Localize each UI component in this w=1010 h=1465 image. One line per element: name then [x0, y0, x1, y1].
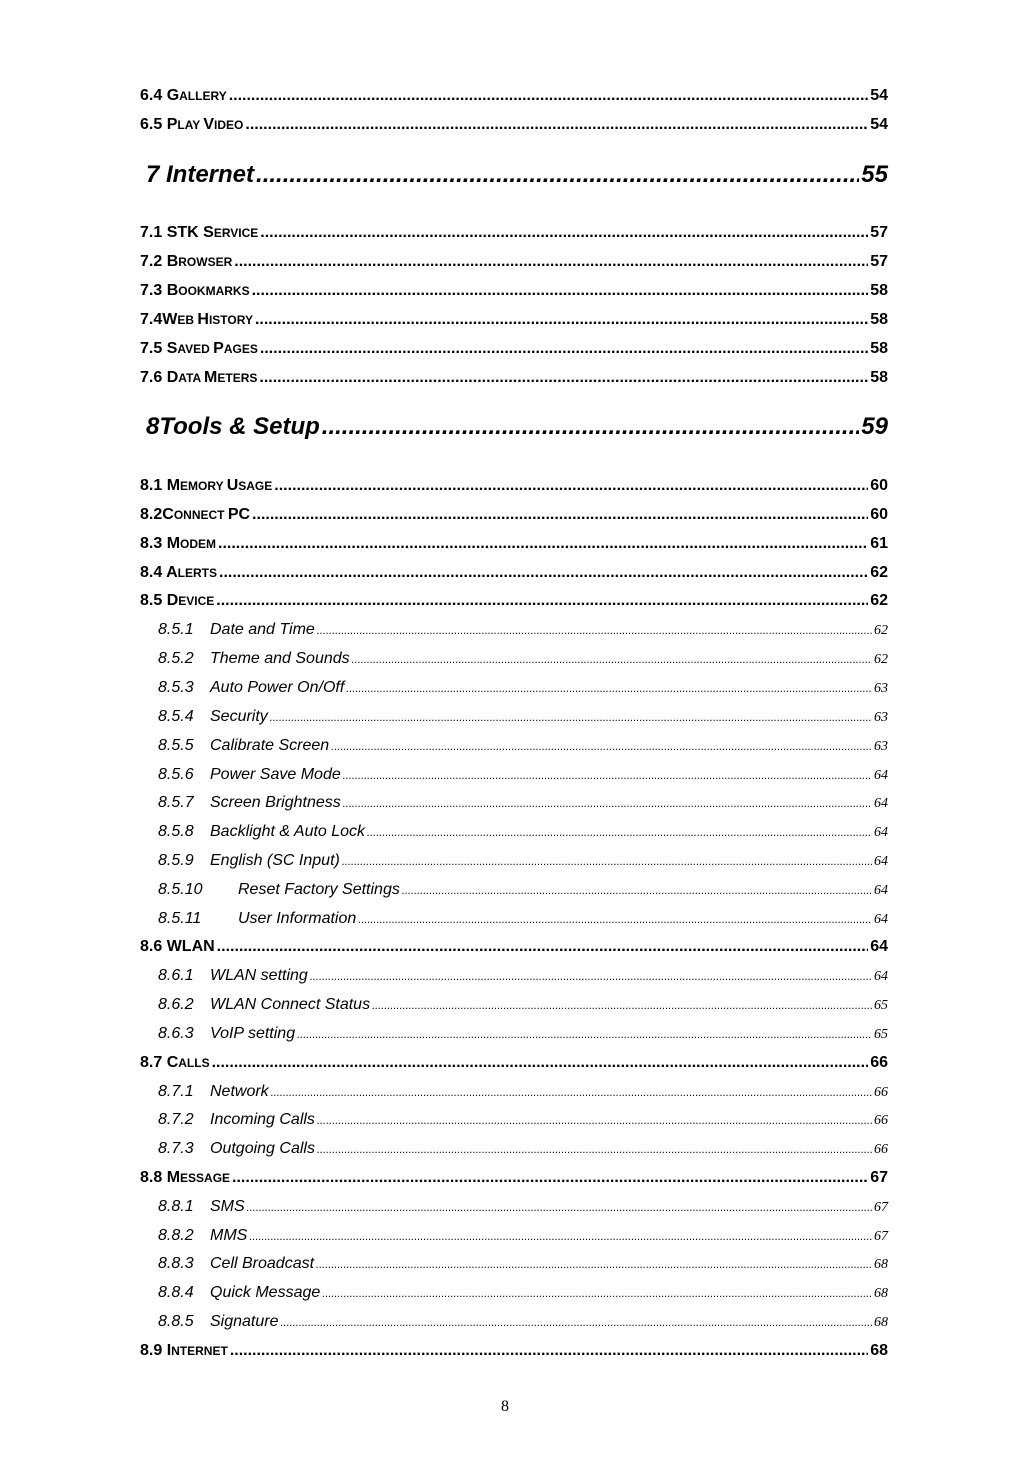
- toc-subsection-entry[interactable]: [158, 1140, 888, 1162]
- dot-leader: [255, 311, 868, 329]
- toc-page-number: 62: [874, 652, 888, 667]
- dot-leader: [367, 827, 872, 839]
- toc-title-smallcaps: OOKMARKS: [178, 284, 250, 298]
- toc-page-number: 63: [874, 710, 888, 725]
- toc-page-number: 59: [861, 413, 888, 440]
- toc-title-smallcaps: AGES: [223, 342, 258, 356]
- toc-page-number: 58: [870, 282, 888, 299]
- toc-title-smallcaps: ODEM: [180, 537, 217, 551]
- dot-leader: [352, 654, 872, 666]
- toc-title-smallcaps: ERVICE: [213, 226, 259, 240]
- toc-entry-number: 6.5: [140, 116, 167, 133]
- toc-entry-title: English (SC Input): [210, 852, 340, 869]
- toc-subsection-entry[interactable]: [158, 1198, 888, 1220]
- toc-entry-number: 8.5.5: [158, 737, 194, 754]
- toc-subsection-entry[interactable]: [158, 910, 888, 932]
- toc-title-cap: C: [162, 506, 174, 523]
- toc-section-entry[interactable]: [140, 1342, 888, 1364]
- toc-entry-title: Backlight & Auto Lock: [210, 823, 366, 840]
- toc-page-number: 67: [874, 1200, 888, 1215]
- toc-entry-number: 7.6: [140, 369, 167, 386]
- toc-entry-title: [140, 1342, 228, 1360]
- toc-entry-title: Outgoing Calls: [210, 1140, 315, 1157]
- dot-leader: [343, 798, 872, 810]
- toc-subsection-entry[interactable]: [158, 967, 888, 989]
- toc-entry-number: 8.6 WLAN: [140, 938, 215, 955]
- dot-leader: [219, 564, 868, 582]
- toc-title-cap: V: [203, 116, 215, 133]
- dot-leader: [331, 741, 872, 753]
- toc-subsection-entry[interactable]: [158, 708, 888, 730]
- toc-section-entry[interactable]: [140, 506, 888, 528]
- toc-page-number: 64: [874, 854, 888, 869]
- toc-entry-number: 8.2: [140, 506, 163, 523]
- dot-leader: [260, 224, 868, 242]
- toc-page-number: 62: [870, 564, 888, 581]
- toc-entry-title: [140, 87, 227, 105]
- toc-entry-number: 8.8.2: [158, 1227, 194, 1244]
- toc-page-number: 60: [870, 477, 888, 494]
- toc-entry-number: 7.5: [140, 340, 167, 357]
- toc-section-entry[interactable]: [140, 224, 888, 246]
- toc-entry-number: 8.6.2: [158, 996, 194, 1013]
- dot-leader: [249, 1231, 872, 1243]
- toc-section-entry[interactable]: [140, 116, 888, 138]
- toc-subsection-entry[interactable]: [158, 679, 888, 701]
- toc-title-smallcaps: ALLERY: [179, 89, 227, 103]
- toc-entry-title: Incoming Calls: [210, 1111, 315, 1128]
- toc-page-number: 68: [874, 1286, 888, 1301]
- toc-section-entry[interactable]: [140, 340, 888, 362]
- dot-leader: [317, 625, 872, 637]
- toc-page-number: 67: [874, 1229, 888, 1244]
- toc-entry-title: [140, 369, 257, 387]
- toc-page-number: 62: [874, 623, 888, 638]
- toc-chapter-entry[interactable]: [146, 161, 888, 193]
- toc-page-number: 62: [870, 592, 888, 609]
- toc-entry-title: [140, 253, 232, 271]
- toc-title-smallcaps: AVED: [177, 342, 214, 356]
- dot-leader: [234, 253, 868, 271]
- toc-entry-title: SMS: [210, 1198, 245, 1215]
- dot-leader: [281, 1317, 873, 1329]
- toc-entry-number: 8.4: [140, 564, 167, 581]
- toc-title-smallcaps: ESSAGE: [180, 1171, 231, 1185]
- toc-subsection-entry[interactable]: [158, 996, 888, 1018]
- dot-leader: [252, 506, 868, 524]
- toc-page-number: 64: [874, 768, 888, 783]
- toc-entry-title: [140, 477, 272, 495]
- toc-entry-title: Signature: [210, 1313, 279, 1330]
- toc-section-entry[interactable]: [140, 1054, 888, 1076]
- toc-entry-number: 8.7: [140, 1054, 167, 1071]
- toc-title-smallcaps: LAY: [177, 118, 204, 132]
- dot-leader: [232, 1169, 868, 1187]
- toc-title-cap: S: [166, 340, 178, 357]
- toc-entry-number: 8.5.9: [158, 852, 194, 869]
- toc-title-smallcaps: IDEO: [214, 118, 244, 132]
- toc-page-number: 58: [870, 369, 888, 386]
- toc-entry-title: [140, 116, 243, 134]
- dot-leader: [212, 1054, 869, 1072]
- dot-leader: [256, 161, 859, 189]
- toc-page-number: 61: [870, 535, 888, 552]
- toc-entry-number: 8.5.6: [158, 766, 194, 783]
- toc-title-smallcaps: NTERNET: [171, 1344, 228, 1358]
- toc-entry-title: 7 Internet: [146, 161, 255, 188]
- dot-leader: [342, 856, 872, 868]
- toc-title-cap: U: [226, 477, 239, 494]
- toc-title-cap: M: [166, 535, 181, 552]
- toc-entry-title: User Information: [238, 910, 357, 927]
- toc-entry-number: 8.6.3: [158, 1025, 194, 1042]
- toc-entry-title: WLAN Connect Status: [210, 996, 371, 1013]
- dot-leader: [274, 477, 868, 495]
- toc-title-smallcaps: ROWSER: [178, 255, 233, 269]
- toc-entry-title: [140, 592, 214, 610]
- toc-page-number: 64: [874, 825, 888, 840]
- toc-page-number: 66: [870, 1054, 888, 1071]
- toc-entry-title: Screen Brightness: [210, 794, 341, 811]
- toc-subsection-entry[interactable]: [158, 823, 888, 845]
- toc-title-cap: S: [203, 224, 214, 241]
- dot-leader: [217, 938, 869, 956]
- dot-leader: [270, 712, 872, 724]
- toc-entry-title: Auto Power On/Off: [210, 679, 345, 696]
- toc-entry-title: [140, 311, 253, 329]
- toc-section-entry[interactable]: [140, 282, 888, 304]
- toc-page-number: 64: [874, 969, 888, 984]
- toc-page-number: 66: [874, 1113, 888, 1128]
- toc-subsection-entry[interactable]: [158, 737, 888, 759]
- toc-subsection-entry[interactable]: [158, 1255, 888, 1277]
- toc-title-cap: D: [166, 592, 179, 609]
- toc-entry-title: [140, 282, 250, 300]
- toc-page-number: 58: [870, 340, 888, 357]
- toc-title-cap: W: [162, 311, 178, 328]
- toc-subsection-entry[interactable]: [158, 794, 888, 816]
- toc-entry-title: [140, 506, 250, 524]
- dot-leader: [358, 914, 872, 926]
- toc-subsection-entry[interactable]: [158, 650, 888, 672]
- toc-title-cap: PC: [227, 506, 251, 523]
- toc-entry-number: 8.7.3: [158, 1140, 194, 1157]
- toc-page-number: 64: [870, 938, 888, 955]
- toc-entry-number: 8.6.1: [158, 967, 194, 984]
- toc-entry-number: 8.5.7: [158, 794, 194, 811]
- toc-title-smallcaps: LERTS: [177, 566, 217, 580]
- toc-entry-title: [140, 564, 217, 582]
- toc-entry-number: 7.1 STK: [140, 224, 204, 241]
- toc-page-number: 63: [874, 681, 888, 696]
- dot-leader: [346, 683, 872, 695]
- dot-leader: [317, 1144, 872, 1156]
- dot-leader: [260, 340, 868, 358]
- toc-page-number: 66: [874, 1085, 888, 1100]
- toc-entry-title: 8Tools & Setup: [146, 413, 320, 440]
- dot-leader: [230, 1342, 868, 1360]
- dot-leader: [343, 770, 872, 782]
- toc-title-cap: P: [213, 340, 224, 357]
- toc-section-entry[interactable]: [140, 253, 888, 275]
- toc-page-number: 60: [870, 506, 888, 523]
- toc-title-cap: M: [204, 369, 218, 386]
- toc-entry-title: [140, 224, 258, 242]
- toc-title-smallcaps: SAGE: [238, 479, 273, 493]
- toc-entry-title: Calibrate Screen: [210, 737, 330, 754]
- toc-entry-title: [140, 535, 216, 553]
- toc-entry-number: 8.8.1: [158, 1198, 194, 1215]
- toc-title-cap: M: [166, 477, 181, 494]
- dot-leader: [310, 971, 872, 983]
- toc-page-number: 55: [861, 161, 888, 188]
- toc-section-entry[interactable]: [140, 592, 888, 614]
- toc-entry-number: 8.5.10: [158, 881, 203, 898]
- toc-page-number: 68: [874, 1257, 888, 1272]
- toc-entry-number: 7.3: [140, 282, 167, 299]
- toc-title-cap: D: [166, 369, 179, 386]
- toc-subsection-entry[interactable]: [158, 1227, 888, 1249]
- dot-leader: [317, 1115, 872, 1127]
- toc-page-number: 64: [874, 912, 888, 927]
- toc-subsection-entry[interactable]: [158, 1284, 888, 1306]
- toc-entry-title: VoIP setting: [210, 1025, 296, 1042]
- toc-entry-title: Reset Factory Settings: [238, 881, 400, 898]
- toc-entry-title: [140, 938, 215, 956]
- toc-entry-title: [140, 1169, 230, 1187]
- toc-title-cap: B: [166, 282, 179, 299]
- toc-entry-number: 8.5.4: [158, 708, 194, 725]
- toc-entry-title: [140, 340, 258, 358]
- toc-subsection-entry[interactable]: [158, 1083, 888, 1105]
- toc-page-number: 54: [870, 87, 888, 104]
- toc-page-number: 63: [874, 739, 888, 754]
- toc-title-cap: M: [166, 1169, 181, 1186]
- toc-entry-number: 8.7.2: [158, 1111, 194, 1128]
- dot-leader: [402, 885, 872, 897]
- toc-entry-title: Power Save Mode: [210, 766, 341, 783]
- toc-title-smallcaps: EMORY: [180, 479, 227, 493]
- toc-entry-title: Network: [210, 1083, 269, 1100]
- toc-entry-number: 8.8.4: [158, 1284, 194, 1301]
- toc-entry-number: 8.5.11: [158, 910, 202, 927]
- toc-subsection-entry[interactable]: [158, 1025, 888, 1047]
- dot-leader: [216, 592, 868, 610]
- dot-leader: [229, 87, 869, 105]
- toc-entry-number: 8.5: [140, 592, 167, 609]
- toc-entry-number: 8.9: [140, 1342, 167, 1359]
- toc-title-cap: A: [166, 564, 178, 581]
- toc-page-number: 64: [874, 883, 888, 898]
- toc-subsection-entry[interactable]: [158, 852, 888, 874]
- toc-entry-number: 8.1: [140, 477, 167, 494]
- toc-page-number: 66: [874, 1142, 888, 1157]
- dot-leader: [271, 1087, 872, 1099]
- toc-entry-number: 8.8: [140, 1169, 167, 1186]
- toc-section-entry[interactable]: [140, 87, 888, 109]
- toc-title-smallcaps: EB: [177, 313, 198, 327]
- toc-subsection-entry[interactable]: [158, 1111, 888, 1133]
- toc-page-number: 67: [870, 1169, 888, 1186]
- toc-subsection-entry[interactable]: [158, 1313, 888, 1335]
- toc-title-smallcaps: ONNECT: [173, 508, 228, 522]
- toc-entry-number: 8.8.3: [158, 1255, 194, 1272]
- toc-page-number: 68: [870, 1342, 888, 1359]
- toc-entry-title: Date and Time: [210, 621, 315, 638]
- toc-entry-number: 8.5.3: [158, 679, 194, 696]
- dot-leader: [259, 369, 868, 387]
- dot-leader: [297, 1029, 872, 1041]
- toc-entry-title: Cell Broadcast: [210, 1255, 315, 1272]
- toc-entry-number: 8.5.2: [158, 650, 194, 667]
- toc-subsection-entry[interactable]: [158, 621, 888, 643]
- toc-page-number: 64: [874, 796, 888, 811]
- page-number: 8: [501, 1398, 509, 1415]
- dot-leader: [245, 116, 868, 134]
- toc-title-smallcaps: EVICE: [178, 594, 215, 608]
- toc-entry-title: WLAN setting: [210, 967, 308, 984]
- dot-leader: [247, 1202, 872, 1214]
- dot-leader: [372, 1000, 872, 1012]
- toc-entry-number: 8.5.8: [158, 823, 194, 840]
- toc-title-cap: H: [197, 311, 209, 328]
- toc-entry-number: 8.3: [140, 535, 167, 552]
- toc-section-entry[interactable]: [140, 369, 888, 391]
- toc-title-cap: C: [166, 1054, 179, 1071]
- toc-page-number: 68: [874, 1315, 888, 1330]
- dot-leader: [322, 413, 860, 441]
- toc-title-cap: B: [166, 253, 179, 270]
- toc-section-entry[interactable]: [140, 477, 888, 499]
- toc-section-entry[interactable]: [140, 311, 888, 333]
- toc-section-entry[interactable]: [140, 564, 888, 586]
- toc-entry-title: Theme and Sounds: [210, 650, 350, 667]
- toc-section-entry[interactable]: [140, 535, 888, 557]
- toc-entry-title: Security: [210, 708, 268, 725]
- toc-entry-number: 8.5.1: [158, 621, 194, 638]
- dot-leader: [218, 535, 868, 553]
- toc-subsection-entry[interactable]: [158, 766, 888, 788]
- toc-title-smallcaps: ETERS: [217, 371, 258, 385]
- toc-title-smallcaps: ATA: [178, 371, 205, 385]
- toc-page-number: 57: [870, 224, 888, 241]
- dot-leader: [316, 1259, 872, 1271]
- toc-chapter-entry[interactable]: [146, 413, 888, 445]
- toc-title-smallcaps: ISTORY: [208, 313, 253, 327]
- toc-title-cap: P: [166, 116, 178, 133]
- toc-entry-title: [140, 1054, 210, 1072]
- toc-entry-number: 7.2: [140, 253, 167, 270]
- dot-leader: [322, 1288, 872, 1300]
- toc-page-number: 54: [870, 116, 888, 133]
- toc-title-cap: I: [166, 1342, 172, 1359]
- toc-title-smallcaps: ALLS: [178, 1056, 210, 1070]
- toc-page-number: 65: [874, 1027, 888, 1042]
- toc-entry-number: 6.4: [140, 87, 167, 104]
- dot-leader: [252, 282, 869, 300]
- toc-section-entry[interactable]: [140, 938, 888, 960]
- toc-title-cap: G: [166, 87, 180, 104]
- toc-section-entry[interactable]: [140, 1169, 888, 1191]
- toc-entry-title: Quick Message: [210, 1284, 321, 1301]
- toc-entry-number: 7.4: [140, 311, 163, 328]
- toc-entry-number: 8.7.1: [158, 1083, 194, 1100]
- toc-page-number: 58: [870, 311, 888, 328]
- toc-page-number: 57: [870, 253, 888, 270]
- toc-entry-title: MMS: [210, 1227, 248, 1244]
- toc-subsection-entry[interactable]: [158, 881, 888, 903]
- toc-entry-number: 8.8.5: [158, 1313, 194, 1330]
- toc-page-number: 65: [874, 998, 888, 1013]
